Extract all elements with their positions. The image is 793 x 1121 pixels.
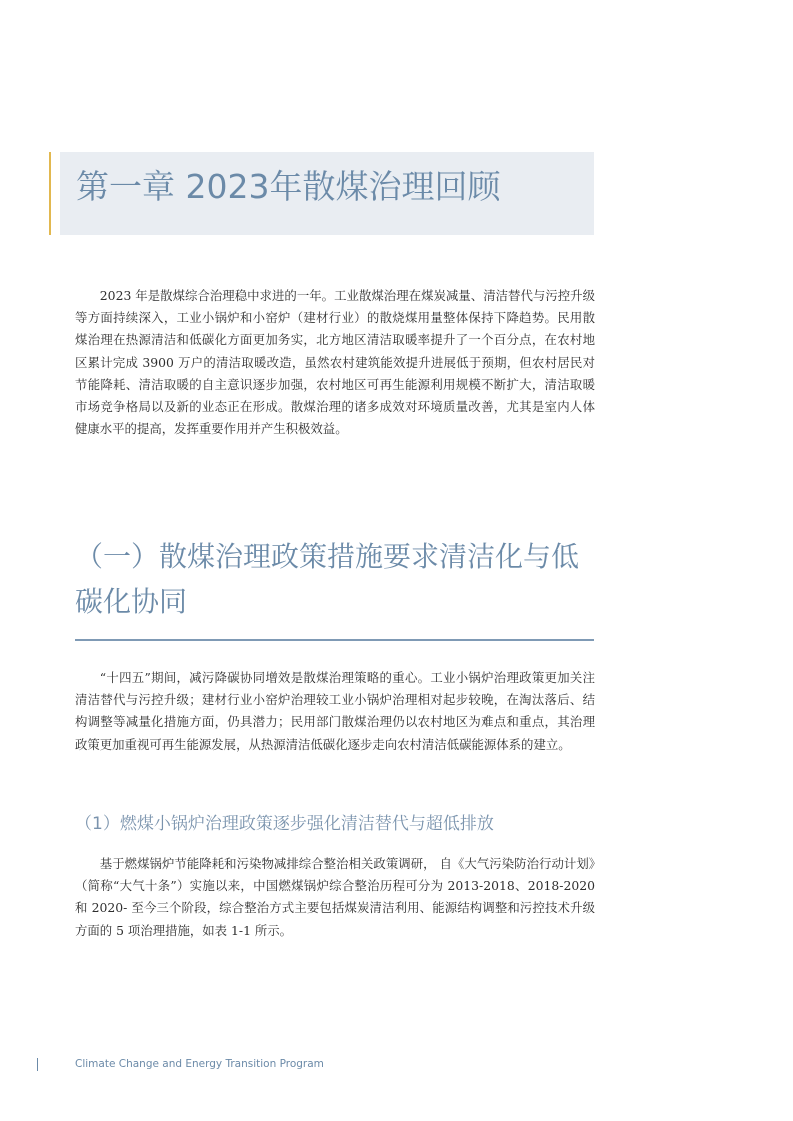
subsection-paragraph: 基于燃煤锅炉节能降耗和污染物减排综合整治相关政策调研， 自《大气污染防治行动计划》（简称“大气十条”）实施以来，中国燃煤锅炉综合整治历程可分为 2013-2018、2018-2020 和 2020- 至今三个阶段，综合整治方式主要包括煤炭清洁利用、能源结构调整和污控技术升级方面的 5 项治理措施，如表 1-1 所示。 (75, 856, 595, 938)
chapter-title: 第一章 2023年散煤治理回顾 (76, 167, 501, 206)
chapter-accent-bar (49, 152, 51, 235)
section-title: （一）散煤治理政策措施要求清洁化与低碳化协同 (75, 540, 580, 618)
footer-bar (37, 1058, 38, 1071)
footer-text: Climate Change and Energy Transition Program (75, 1058, 324, 1070)
intro-paragraph: 2023 年是散煤综合治理稳中求进的一年。工业散煤治理在煤炭减量、清洁替代与污控升级等方面持续深入，工业小锅炉和小窑炉（建材行业）的散烧煤用量整体保持下降趋势。民用散煤治理在热源清洁和低碳化方面更加务实，北方地区清洁取暖率提升了一个百分点，在农村地区累计完成 3900 万户的清洁取暖改造，虽然农村建筑能效提升进展低于预期，但农村居民对节能降耗、清洁取暖的自主意识逐步加强，农村地区可再生能源利用规模不断扩大，清洁取暖市场竞争格局以及新的业态正在形成。散煤治理的诸多成效对环境质量改善，尤其是室内人体健康水平的提高，发挥重要作用并产生积极效益。 (75, 288, 595, 437)
section-paragraph: “十四五”期间，减污降碳协同增效是散煤治理策略的重心。工业小锅炉治理政策更加关注清洁替代与污控升级；建材行业小窑炉治理较工业小锅炉治理相对起步较晚，在淘汰落后、结构调整等减量化措施方面，仍具潜力；民用部门散煤治理仍以农村地区为难点和重点，其治理政策更加重视可再生能源发展，从热源清洁低碳化逐步走向农村清洁低碳能源体系的建立。 (75, 670, 595, 752)
section-divider (75, 639, 594, 641)
subsection-title: （1）燃煤小锅炉治理政策逐步强化清洁替代与超低排放 (75, 814, 494, 834)
